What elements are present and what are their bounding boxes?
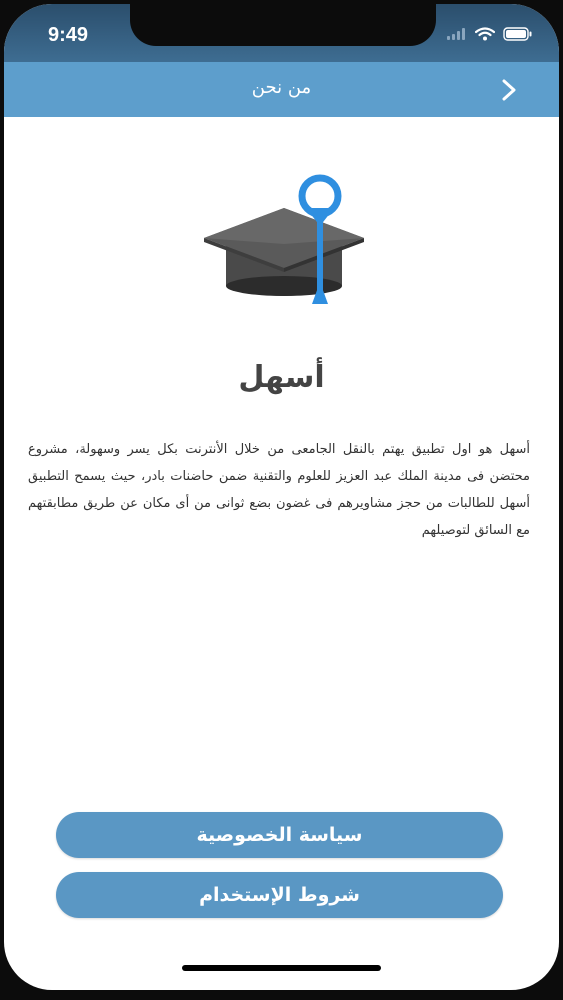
graduation-cap-location-pin-icon xyxy=(198,164,370,314)
wifi-icon xyxy=(475,27,495,41)
signal-icon xyxy=(447,28,467,40)
device-notch xyxy=(130,4,436,46)
home-indicator[interactable] xyxy=(182,965,381,971)
privacy-policy-button[interactable]: سياسة الخصوصية xyxy=(56,812,503,858)
page-title: من نحن xyxy=(251,77,312,98)
status-bar xyxy=(4,4,559,62)
battery-icon xyxy=(503,27,533,41)
app-name: أسهل xyxy=(238,360,325,395)
back-button[interactable] xyxy=(497,78,521,102)
top-nav-bar xyxy=(4,62,559,117)
status-time: 9:49 xyxy=(48,24,89,46)
about-description: أسهل هو اول تطبيق يهتم بالنقل الجامعى من خلال الأنترنت بكل يسر وسهولة، مشروع محتضن فى مدينة الملك عبد العزيز للعلوم والتقنية ضمن حاضنات بادر، حيث يسمح التطبيق أسهل للطالبات من حجز مشاويرهم فى غضون بضع ثوانى من أى مكان عن طريق مطابقتهم مع السائق لتوصيلهم xyxy=(28,442,530,538)
screen xyxy=(4,4,559,990)
terms-of-use-button[interactable]: شروط الإستخدام xyxy=(56,872,503,918)
status-icons xyxy=(447,26,533,42)
chevron-right-icon xyxy=(501,79,517,101)
